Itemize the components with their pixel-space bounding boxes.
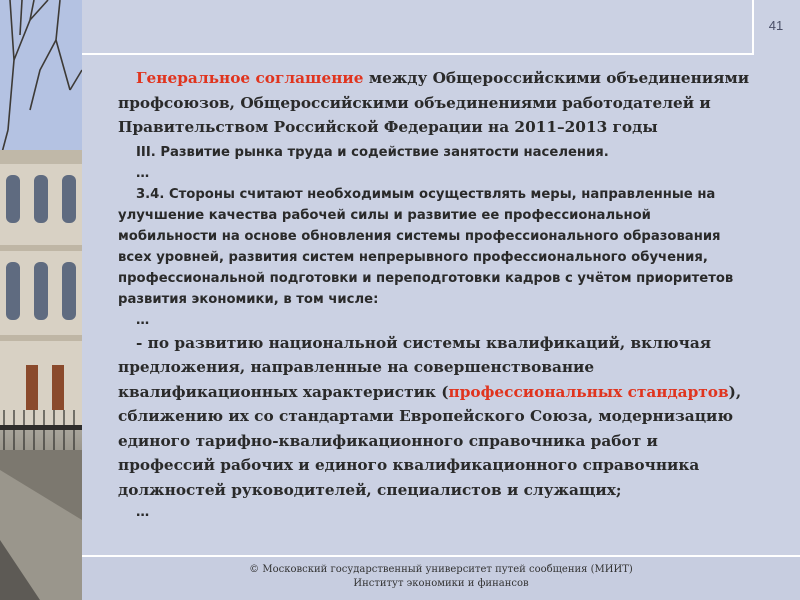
ellipsis: … xyxy=(136,312,150,328)
agreement-title xyxy=(118,66,754,140)
slide-content xyxy=(118,66,754,523)
qualification-item-text: - по развитию национальной системы квалификаций, включая предложения, направленные на совершенствование квалификационных характеристик ( xyxy=(118,333,712,401)
footer-divider xyxy=(82,555,800,557)
ellipsis: … xyxy=(136,505,150,520)
footer-copyright: © Московский государственный университет путей сообщения (МИИТ) xyxy=(249,564,633,575)
qualification-item-text-cont: ), сближению их со стандартами Европейского Союза, модернизацию единого тарифно-квалификационного справочника работ и профессий рабочих и единого квалификационного справочника должностей руководителей, специалистов и служащих; xyxy=(118,382,742,499)
section-heading: III. Развитие рынка труда и содействие занятости населения. xyxy=(136,144,609,160)
slide-number-divider xyxy=(752,0,754,55)
building-photo xyxy=(0,0,82,600)
agreement-title-text: между Общероссийскими объединениями профсоюзов, Общероссийскими объединениями работодателей и Правительством Российской Федерации на 2011–2013 годы xyxy=(118,69,750,136)
agreement-title-highlight: Генеральное соглашение xyxy=(136,69,364,87)
footer-institute: Институт экономики и финансов xyxy=(353,578,529,589)
slide-number: 41 xyxy=(768,18,784,33)
ellipsis: … xyxy=(136,165,150,181)
clause-text: 3.4. Стороны считают необходимым осуществлять меры, направленные на улучшение качества рабочей силы и развитие ее профессиональной мобильности на основе обновления системы профессионального образования всех уровней, развития систем непрерывного профессионального обучения, профессиональной подготовки и переподготовки кадров с учётом приоритетов развития экономики, в том числе: xyxy=(118,186,734,307)
footer xyxy=(82,563,800,591)
qualification-item xyxy=(118,331,754,503)
header-divider xyxy=(82,53,752,55)
professional-standards-highlight: профессиональных стандартов xyxy=(448,382,729,401)
